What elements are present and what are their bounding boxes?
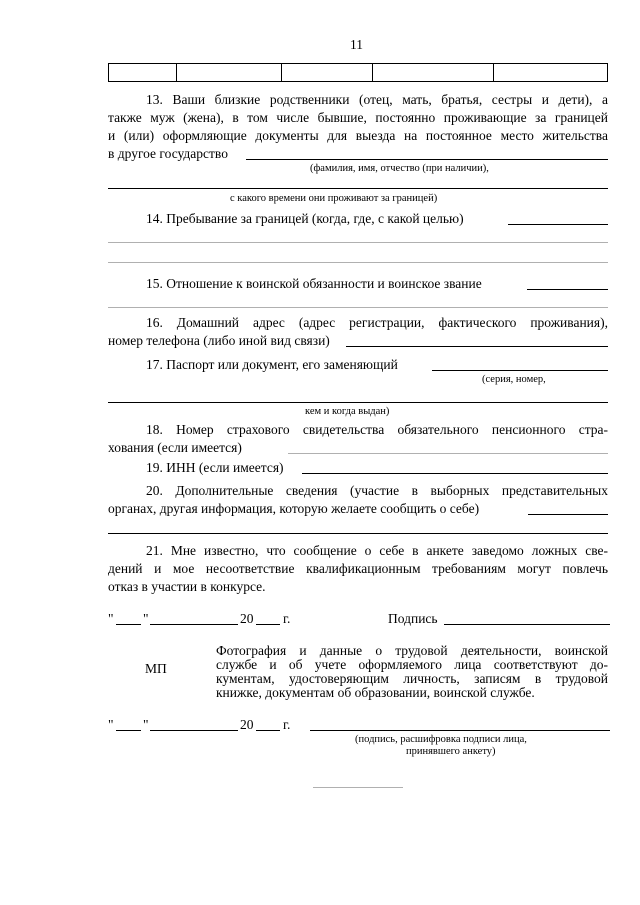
table-cell bbox=[373, 64, 494, 82]
q17-fill-line[interactable] bbox=[432, 370, 608, 371]
q18-line-1: 18. Номер страхового свидетельства обязательного пенсионного стра- bbox=[146, 422, 608, 437]
photo-note-line-1: Фотография и данные о трудовой деятельности, воинской bbox=[216, 644, 608, 658]
q13-fill-line-2[interactable] bbox=[108, 188, 608, 189]
date-year-suffix: г. bbox=[283, 611, 291, 626]
top-table bbox=[108, 63, 608, 82]
q19-label: 19. ИНН (если имеется) bbox=[146, 460, 284, 475]
page-number: 11 bbox=[350, 37, 363, 52]
receiver-hint-2: принявшего анкету) bbox=[406, 746, 496, 757]
closing-separator bbox=[313, 787, 403, 788]
date2-year-field[interactable] bbox=[256, 730, 280, 731]
date-quote-open: " bbox=[108, 611, 114, 626]
date-year-field[interactable] bbox=[256, 624, 280, 625]
q15-fill-line[interactable] bbox=[527, 289, 608, 290]
date2-month-field[interactable] bbox=[150, 730, 238, 731]
q18-fill-line[interactable] bbox=[288, 453, 608, 454]
q16-fill-line[interactable] bbox=[346, 346, 608, 347]
date2-year-suffix: г. bbox=[283, 717, 291, 732]
q13-line-3: и (или) оформляющие документы для выезда на постоянное место жительства bbox=[108, 128, 608, 143]
q17-hint-1: (серия, номер, bbox=[482, 374, 546, 385]
q15-fill-line-2[interactable] bbox=[108, 307, 608, 308]
date-day-field[interactable] bbox=[116, 624, 141, 625]
q17-hint-2: кем и когда выдан) bbox=[305, 406, 390, 417]
table-cell bbox=[282, 64, 373, 82]
photo-note-line-2: службе и об учете оформляемого лица соответствуют до- bbox=[216, 658, 608, 672]
photo-note-line-4: книжке, документам об образовании, воинской службе. bbox=[216, 685, 535, 700]
date-year-prefix: 20 bbox=[240, 611, 254, 626]
q13-line-4: в другое государство bbox=[108, 146, 228, 161]
q13-fill-line[interactable] bbox=[246, 159, 608, 160]
q13-hint-1: (фамилия, имя, отчество (при наличии), bbox=[310, 163, 489, 174]
q19-fill-line[interactable] bbox=[302, 473, 608, 474]
q16-line-1: 16. Домашний адрес (адрес регистрации, фактического проживания), bbox=[146, 315, 608, 330]
q20-fill-line[interactable] bbox=[528, 514, 608, 515]
q15-label: 15. Отношение к воинской обязанности и воинское звание bbox=[146, 276, 482, 291]
photo-note-line-3: кументам, удостоверяющим личность, записям в трудовой bbox=[216, 672, 608, 686]
receiver-hint-1: (подпись, расшифровка подписи лица, bbox=[355, 734, 527, 745]
signature-label: Подпись bbox=[388, 611, 438, 626]
q20-line-2: органах, другая информация, которую желаете сообщить о себе) bbox=[108, 501, 480, 516]
signature-field[interactable] bbox=[444, 624, 610, 625]
date-month-field[interactable] bbox=[150, 624, 238, 625]
q21-line-2: дений и мое несоответствие квалификационным требованиям могут повлечь bbox=[108, 561, 608, 576]
date2-quote-close: " bbox=[143, 717, 149, 732]
table-cell bbox=[109, 64, 177, 82]
table-cell bbox=[177, 64, 282, 82]
q18-line-2: хования (если имеется) bbox=[108, 440, 242, 455]
q14-label: 14. Пребывание за границей (когда, где, с какой целью) bbox=[146, 211, 464, 226]
q14-fill-line-2[interactable] bbox=[108, 242, 608, 243]
q13-hint-2: с какого времени они проживают за границей) bbox=[230, 193, 438, 204]
q20-line-1: 20. Дополнительные сведения (участие в выборных представительных bbox=[146, 483, 608, 498]
q20-fill-line-2[interactable] bbox=[108, 533, 608, 534]
q13-line-2: также муж (жена), в том числе бывшие, постоянно проживающие за границей bbox=[108, 110, 608, 125]
q14-fill-line[interactable] bbox=[508, 224, 608, 225]
date2-quote-open: " bbox=[108, 717, 114, 732]
q21-line-3: отказ в участии в конкурсе. bbox=[108, 579, 266, 594]
q17-label: 17. Паспорт или документ, его заменяющий bbox=[146, 357, 398, 372]
q21-line-1: 21. Мне известно, что сообщение о себе в анкете заведомо ложных све- bbox=[146, 543, 608, 558]
q17-fill-line-2[interactable] bbox=[108, 402, 608, 403]
receiver-signature-field[interactable] bbox=[310, 730, 610, 731]
q14-fill-line-3[interactable] bbox=[108, 262, 608, 263]
date-quote-close: " bbox=[143, 611, 149, 626]
table-cell bbox=[494, 64, 608, 82]
stamp-mp: МП bbox=[145, 661, 167, 676]
q13-line-1: 13. Ваши близкие родственники (отец, мать, братья, сестры и дети), а bbox=[146, 92, 608, 107]
q16-line-2: номер телефона (либо иной вид связи) bbox=[108, 333, 330, 348]
date2-year-prefix: 20 bbox=[240, 717, 254, 732]
date2-day-field[interactable] bbox=[116, 730, 141, 731]
